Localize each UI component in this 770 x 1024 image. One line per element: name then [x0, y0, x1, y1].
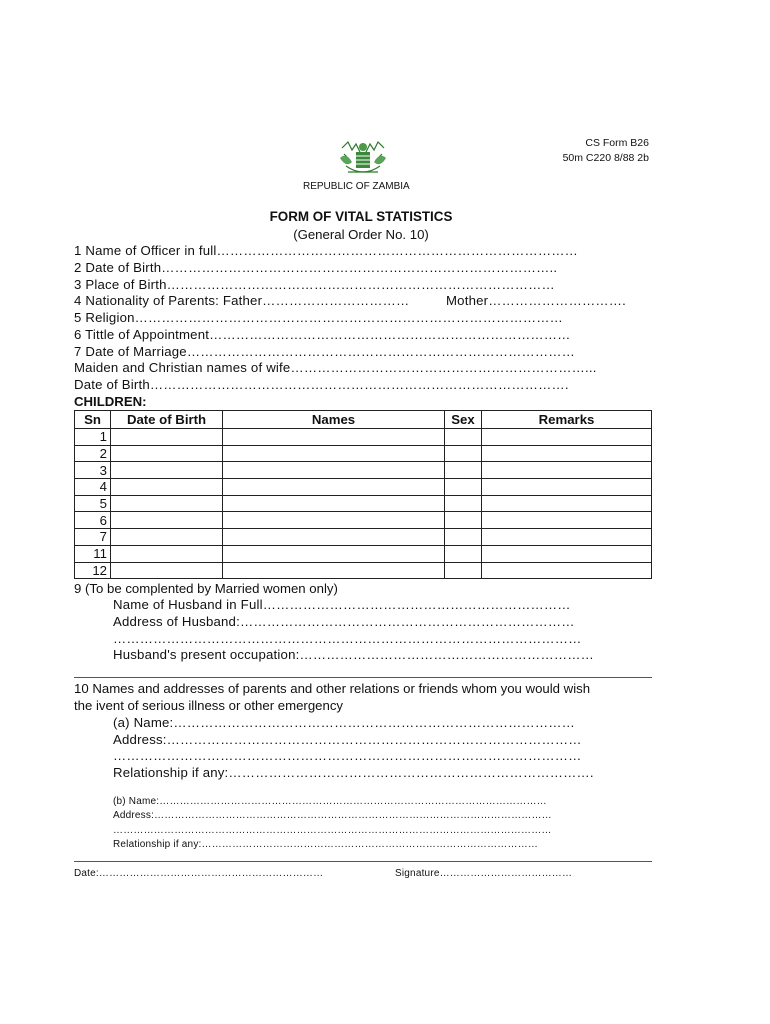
footer-divider — [74, 861, 652, 862]
row-sn: 1 — [75, 429, 111, 446]
row-sn: 4 — [75, 479, 111, 496]
cell-date-of-birth[interactable] — [111, 462, 223, 479]
field-husband-address-cont[interactable]: …………………………………………………………………………………………… — [113, 631, 582, 646]
cell-sex[interactable] — [445, 545, 482, 562]
field-place-of-birth[interactable]: 3 Place of Birth…………………………………………………………………………… — [74, 277, 555, 292]
cell-remarks[interactable] — [482, 479, 652, 496]
cell-date-of-birth[interactable] — [111, 545, 223, 562]
cell-remarks[interactable] — [482, 429, 652, 446]
field-contact-a-address[interactable]: Address:………………………………………………………………………………… — [113, 732, 582, 747]
cell-names[interactable] — [223, 545, 445, 562]
form-subtitle: (General Order No. 10) — [293, 227, 429, 242]
cell-names[interactable] — [223, 512, 445, 529]
cell-date-of-birth[interactable] — [111, 479, 223, 496]
field-signature[interactable]: Signature………………………………… — [395, 868, 573, 879]
field-contact-a-name[interactable]: (a) Name:……………………………………………………………………………… — [113, 715, 576, 730]
field-husband-address[interactable]: Address of Husband:………………………………………………………………… — [113, 614, 575, 629]
form-reference: 50m C220 8/88 2b — [562, 152, 649, 164]
cell-sex[interactable] — [445, 445, 482, 462]
table-row — [75, 562, 652, 579]
field-contact-b-address[interactable]: Address:……………………………………………………………………………………………………… — [113, 810, 552, 821]
column-sn: Sn — [75, 411, 111, 429]
cell-remarks[interactable] — [482, 512, 652, 529]
field-contact-b-address-cont[interactable]: ………………………………………………………………………………………………………………… — [113, 825, 552, 836]
column-date-of-birth: Date of Birth — [111, 411, 223, 429]
field-contact-b-relationship[interactable]: Relationship if any:……………………………………………………………………………………… — [113, 839, 539, 850]
cell-date-of-birth[interactable] — [111, 529, 223, 546]
field-appointment-title[interactable]: 6 Tittle of Appointment……………………………………………………………………… — [74, 327, 571, 342]
cell-remarks[interactable] — [482, 445, 652, 462]
field-contact-a-relationship[interactable]: Relationship if any:………………………………………………………………………. — [113, 765, 594, 780]
field-date[interactable]: Date:………………………………………………………… — [74, 868, 324, 879]
field-wife-names[interactable]: Maiden and Christian names of wife…………………………………………………………... — [74, 360, 597, 375]
table-row — [75, 512, 652, 529]
field-nationality-father[interactable]: 4 Nationality of Parents: Father…………………………… — [74, 293, 410, 308]
row-sn: 2 — [75, 445, 111, 462]
table-row — [75, 429, 652, 446]
cell-sex[interactable] — [445, 562, 482, 579]
cell-date-of-birth[interactable] — [111, 562, 223, 579]
field-religion[interactable]: 5 Religion…………………………………………………………………………………… — [74, 310, 564, 325]
cell-remarks[interactable] — [482, 495, 652, 512]
form-title: FORM OF VITAL STATISTICS — [269, 209, 453, 224]
table-header-row — [75, 411, 652, 429]
table-row — [75, 529, 652, 546]
cell-remarks[interactable] — [482, 529, 652, 546]
row-sn: 3 — [75, 462, 111, 479]
cell-remarks[interactable] — [482, 545, 652, 562]
row-sn: 6 — [75, 512, 111, 529]
row-sn: 5 — [75, 495, 111, 512]
field-date-of-marriage[interactable]: 7 Date of Marriage…………………………………………………………………………… — [74, 344, 576, 359]
field-date-of-birth[interactable]: 2 Date of Birth…………………………………………………………………………….. — [74, 260, 558, 275]
table-row — [75, 545, 652, 562]
section-divider — [74, 677, 652, 678]
field-contact-a-address-cont[interactable]: …………………………………………………………………………………………… — [113, 748, 582, 763]
field-wife-date-of-birth[interactable]: Date of Birth…………………………………………………………………………………. — [74, 377, 569, 392]
children-heading: CHILDREN: — [74, 394, 147, 409]
section-10-heading-line1: 10 Names and addresses of parents and other relations or friends whom you would wish — [74, 681, 591, 696]
cell-names[interactable] — [223, 495, 445, 512]
cell-sex[interactable] — [445, 512, 482, 529]
coat-of-arms-icon — [338, 138, 388, 180]
cell-date-of-birth[interactable] — [111, 495, 223, 512]
cell-names[interactable] — [223, 479, 445, 496]
row-sn: 11 — [75, 545, 111, 562]
cell-date-of-birth[interactable] — [111, 445, 223, 462]
table-row — [75, 479, 652, 496]
field-nationality-mother[interactable]: Mother…………………………. — [446, 293, 626, 308]
field-husband-occupation[interactable]: Husband's present occupation:………………………………………………………… — [113, 647, 594, 662]
field-husband-name[interactable]: Name of Husband in Full…………………………………………………………… — [113, 597, 571, 612]
cell-sex[interactable] — [445, 479, 482, 496]
cell-sex[interactable] — [445, 429, 482, 446]
cell-names[interactable] — [223, 429, 445, 446]
section-9-heading: 9 (To be complented by Married women only) — [74, 581, 338, 596]
children-table — [74, 410, 652, 579]
cell-date-of-birth[interactable] — [111, 512, 223, 529]
cell-date-of-birth[interactable] — [111, 429, 223, 446]
table-row — [75, 495, 652, 512]
cell-sex[interactable] — [445, 529, 482, 546]
form-code: CS Form B26 — [585, 137, 649, 149]
section-10-heading-line2: the ivent of serious illness or other emergency — [74, 698, 344, 713]
cell-sex[interactable] — [445, 495, 482, 512]
cell-remarks[interactable] — [482, 462, 652, 479]
field-contact-b-name[interactable]: (b) Name:…………………………………………………………………………………………………… — [113, 796, 547, 807]
table-row — [75, 445, 652, 462]
column-sex: Sex — [445, 411, 482, 429]
cell-names[interactable] — [223, 445, 445, 462]
cell-remarks[interactable] — [482, 562, 652, 579]
cell-names[interactable] — [223, 529, 445, 546]
cell-sex[interactable] — [445, 462, 482, 479]
table-row — [75, 462, 652, 479]
row-sn: 7 — [75, 529, 111, 546]
field-officer-name[interactable]: 1 Name of Officer in full……………………………………………………………………… — [74, 243, 579, 258]
cell-names[interactable] — [223, 462, 445, 479]
column-names: Names — [223, 411, 445, 429]
cell-names[interactable] — [223, 562, 445, 579]
country-label: REPUBLIC OF ZAMBIA — [303, 181, 410, 192]
column-remarks: Remarks — [482, 411, 652, 429]
row-sn: 12 — [75, 562, 111, 579]
